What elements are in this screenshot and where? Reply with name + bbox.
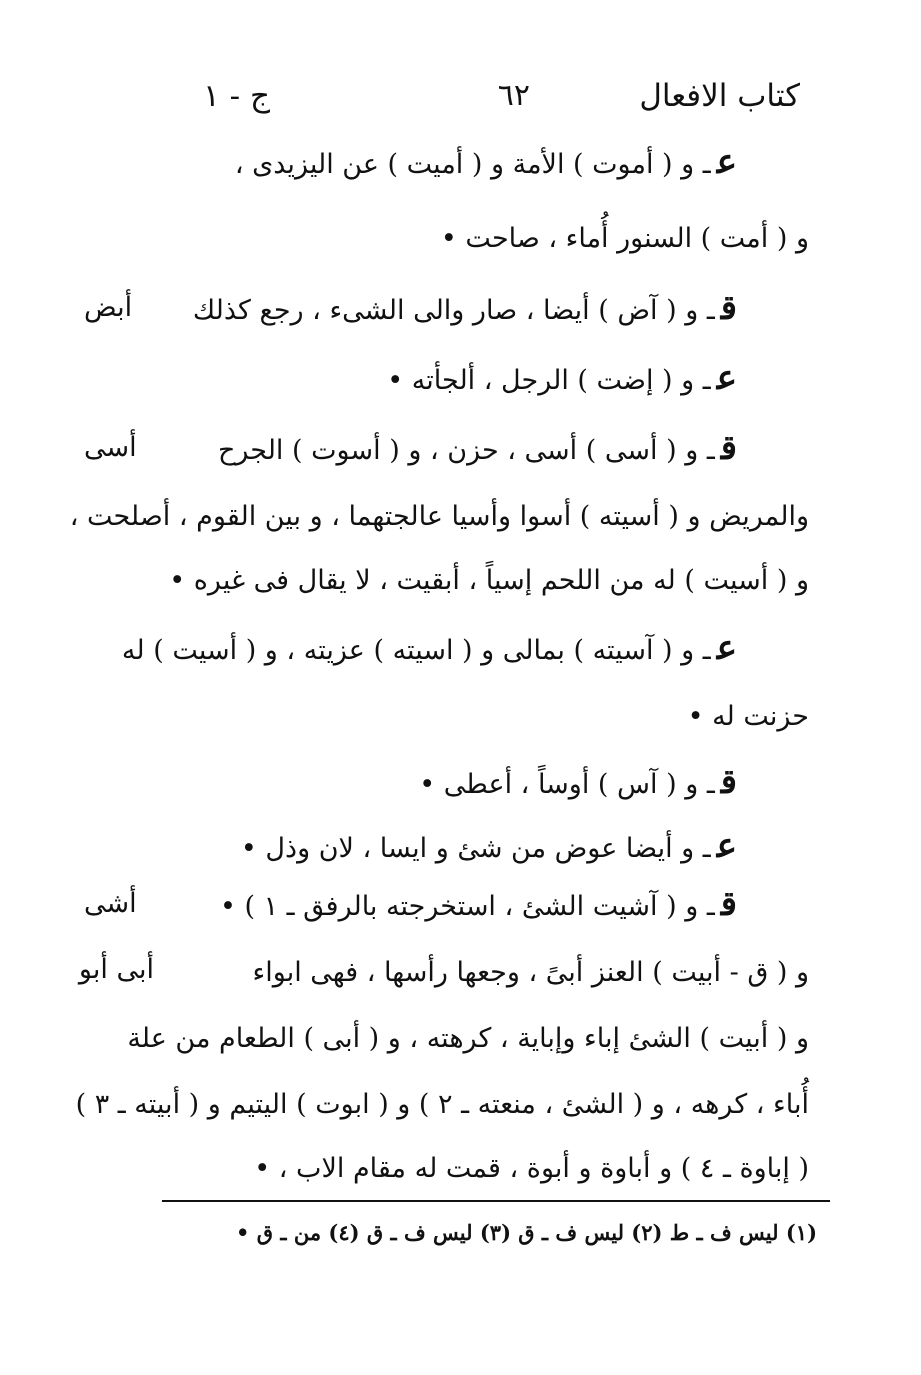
source-siglum: ق xyxy=(720,762,737,802)
page-number: ٦٢ xyxy=(497,78,530,113)
text-line: قـ و ( آس ) أوساً ، أعطى • xyxy=(419,762,737,802)
text-line: عـ و ( إضت ) الرجل ، ألجأته • xyxy=(387,358,737,398)
text-line: و ( ق - أبيت ) العنز أبىً ، وجعها رأسها ، فهى ابواء xyxy=(252,957,809,988)
text-line: قـ و ( آض ) أيضا ، صار والى الشىء ، رجع كذلك xyxy=(192,288,737,328)
margin-root-word: أبى أبو xyxy=(78,954,154,985)
text-line: و ( أبيت ) الشئ إباء وإباية ، كرهته ، و ( أبى ) الطعام من علة xyxy=(127,1023,809,1054)
source-siglum: ق xyxy=(720,884,737,924)
source-siglum: ع xyxy=(716,826,737,866)
footnote-divider xyxy=(162,1200,830,1202)
footnotes: (١) ليس ف ـ ط (٢) ليس ف ـ ق (٣) ليس ف ـ ق (٤) من ـ ق • xyxy=(236,1220,817,1245)
volume-label: ج - ١ xyxy=(203,78,270,114)
text-line: عـ و أيضا عوض من شئ و ايسا ، لان وذل • xyxy=(240,826,737,866)
source-siglum: ع xyxy=(716,628,737,668)
margin-root-word: أبض xyxy=(84,292,133,323)
margin-root-word: أسى xyxy=(84,432,137,463)
text-line: ( إباوة ـ ٤ ) و أباوة و أبوة ، قمت له مقام الاب ، • xyxy=(254,1153,809,1184)
text-line: حزنت له • xyxy=(687,701,809,732)
source-siglum: ق xyxy=(720,428,737,468)
source-siglum: ق xyxy=(720,288,737,328)
text-line: عـ و ( أموت ) الأمة و ( أميت ) عن اليزيدى ، xyxy=(234,142,737,182)
text-line: قـ و ( آشيت الشئ ، استخرجته بالرفق ـ ١ ) • xyxy=(219,884,737,924)
source-siglum: ع xyxy=(716,142,737,182)
source-siglum: ع xyxy=(716,358,737,398)
book-title: كتاب الافعال xyxy=(639,78,800,114)
text-line: والمريض و ( أسيته ) أسوا وأسيا عالجتهما ، و بين القوم ، أصلحت ، xyxy=(69,501,809,532)
margin-root-word: أشى xyxy=(84,888,137,919)
text-line: قـ و ( أسى ) أسى ، حزن ، و ( أسوت ) الجرح xyxy=(217,428,737,468)
text-line: و ( أمت ) السنور أُماء ، صاحت • xyxy=(440,223,809,254)
text-line: و ( أسيت ) له من اللحم إسياً ، أبقيت ، لا يقال فى غيره • xyxy=(169,565,809,596)
page-header xyxy=(200,78,800,124)
text-line: عـ و ( آسيته ) بمالى و ( اسيته ) عزيته ، و ( أسيت ) له xyxy=(121,628,737,668)
text-line: أُباء ، كرهه ، و ( الشئ ، منعته ـ ٢ ) و ( ابوت ) اليتيم و ( أبيته ـ ٣ ) xyxy=(75,1089,809,1120)
